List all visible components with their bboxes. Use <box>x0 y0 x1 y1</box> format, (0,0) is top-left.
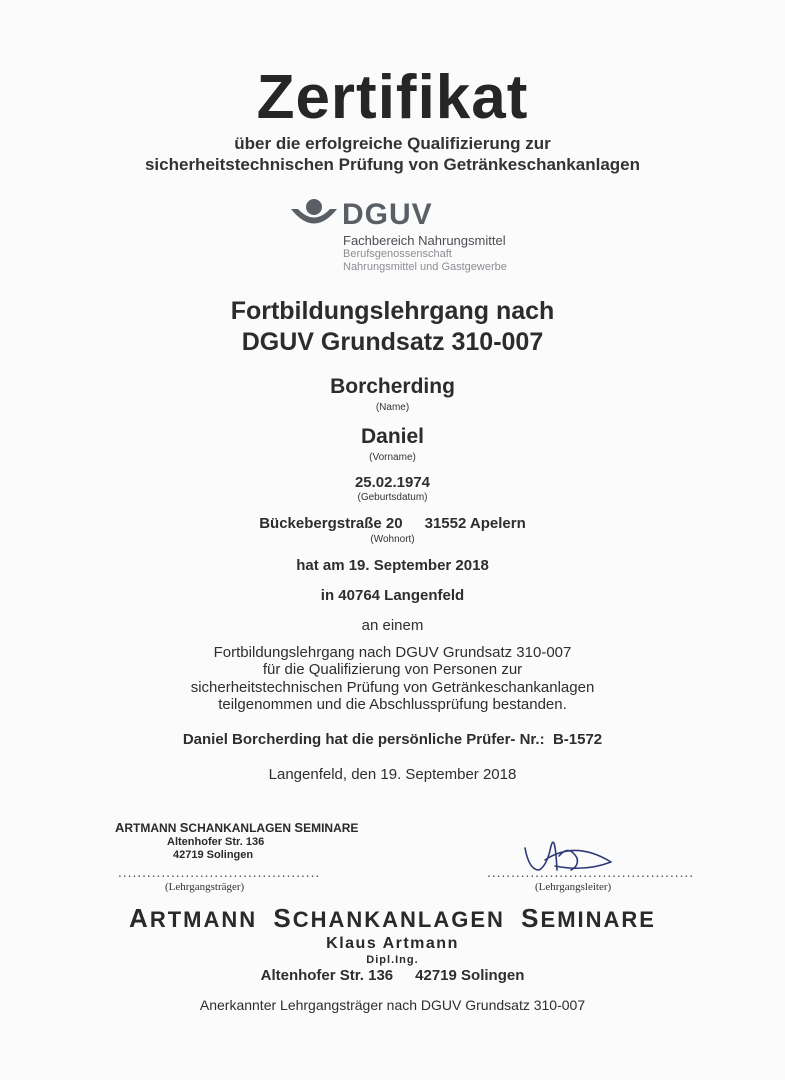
event-place: in 40764 Langenfeld <box>320 587 465 604</box>
dguv-emblem-icon <box>290 198 338 234</box>
logo-line-3: Nahrungsmittel und Gastgewerbe <box>343 261 507 273</box>
an-einem: an einem <box>361 617 424 634</box>
address-city: 31552 Apelern <box>424 515 526 532</box>
signature-line-left: .......................................... <box>118 866 321 880</box>
subtitle-line-1: über die erfolgreiche Qualifizierung zur <box>234 134 551 153</box>
pruefer-text: Daniel Borcherding hat die persönliche Prüfer- Nr.: <box>182 731 545 748</box>
body-line-4: teilgenommen und die Abschlussprüfung bestanden. <box>218 696 567 713</box>
footer-recognition: Anerkannter Lehrgangsträger nach DGUV Grundsatz 310-007 <box>199 997 586 1013</box>
surname: Borcherding <box>330 375 455 398</box>
pruefer-line <box>0 731 785 748</box>
event-date: hat am 19. September 2018 <box>296 557 489 574</box>
certificate-title: Zertifikat <box>256 63 529 132</box>
signature-label-right: (Lehrgangsleiter) <box>535 881 612 893</box>
place-date: Langenfeld, den 19. September 2018 <box>268 766 517 783</box>
course-line-2: DGUV Grundsatz 310-007 <box>241 328 544 356</box>
birthdate: 25.02.1974 <box>354 474 431 491</box>
signature-line-right: ........................................... <box>487 866 695 880</box>
footer-person: Klaus Artmann <box>326 935 459 952</box>
footer-org-name: ARTMANN SCHANKANLAGEN SEMINARE <box>129 903 656 933</box>
address <box>0 515 785 532</box>
footer-degree: Dipl.Ing. <box>366 954 419 966</box>
stamp-city: 42719 Solingen <box>173 849 254 861</box>
body-line-3: sicherheitstechnischen Prüfung von Getränkeschankanlagen <box>190 679 595 696</box>
footer-address <box>0 967 785 984</box>
logo-line-2: Berufsgenossenschaft <box>343 248 452 260</box>
footer-street: Altenhofer Str. 136 <box>260 967 394 984</box>
organizer-stamp <box>115 820 375 861</box>
pruefer-number: B-1572 <box>552 731 603 748</box>
address-label: (Wohnort) <box>370 534 415 545</box>
firstname-label: (Vorname) <box>369 452 416 463</box>
signature-label-left: (Lehrgangsträger) <box>165 881 245 893</box>
stamp-org-name: ARTMANN SCHANKANLAGEN SEMINARE <box>115 820 359 835</box>
dguv-logo <box>290 196 590 276</box>
subtitle-line-2: sicherheitstechnischen Prüfung von Getränkeschankanlagen <box>144 155 641 174</box>
dguv-brand: DGUV <box>342 198 433 231</box>
body-line-2: für die Qualifizierung von Personen zur <box>262 661 523 678</box>
logo-line-1: Fachbereich Nahrungsmittel <box>343 233 506 248</box>
address-street: Bückebergstraße 20 <box>259 515 403 532</box>
stamp-street: Altenhofer Str. 136 <box>167 836 265 848</box>
footer-city: 42719 Solingen <box>415 967 525 984</box>
course-line-1: Fortbildungslehrgang nach <box>230 297 555 325</box>
surname-label: (Name) <box>375 402 410 413</box>
firstname: Daniel <box>360 425 425 448</box>
body-line-1: Fortbildungslehrgang nach DGUV Grundsatz 310-007 <box>213 644 572 661</box>
birthdate-label: (Geburtsdatum) <box>357 492 428 503</box>
